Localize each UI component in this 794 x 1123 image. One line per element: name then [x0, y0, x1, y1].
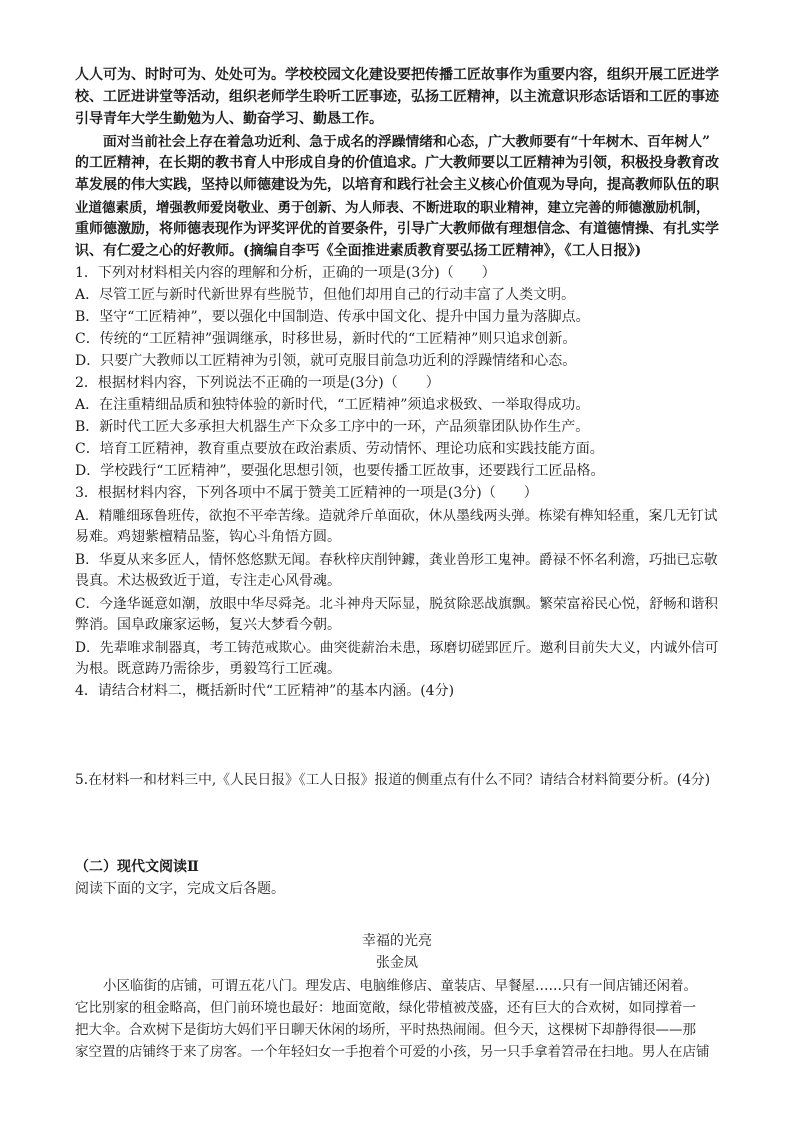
material-line: 革发展的伟大实践，坚持以师德建设为先，以培育和践行社会主义核心价值观为导向，提高教师队伍的职 — [75, 177, 719, 193]
material-line: 引导青年大学生勤勉为人、勤奋学习、勤恳工作。 — [75, 111, 383, 127]
material-line: 人人可为、时时可为、处处可为。学校校园文化建设要把传播工匠故事作为重要内容，组织开展工匠进学 — [75, 67, 719, 83]
question-1: 1．下列对材料相关内容的理解和分析，正确的一项是(3分)（ ） — [75, 265, 496, 281]
question-4: 4．请结合材料二，概括新时代“工匠精神”的基本内涵。(4分) — [75, 683, 455, 699]
material-line: 业道德素质，增强教师爱岗敬业、勇于创新、为人师表、不断进取的职业精神，建立完善的师德激励机制， — [75, 200, 710, 216]
story-author: 张金凤 — [376, 955, 418, 971]
option-1a: A．尽管工匠与新时代新世界有些脱节，但他们却用自己的行动丰富了人类文明。 — [75, 287, 576, 303]
option-1b: B．坚守“工匠精神”，要以强化中国制造、传承中国文化、提升中国力量为落脚点。 — [75, 309, 590, 325]
question-5: 5.在材料一和材料三中,《人民日报》《工人日报》报道的侧重点有什么不同？请结合材料简要分析。(4分) — [75, 772, 711, 788]
option-1d: D．只要广大教师以工匠精神为引领，就可克服目前急功近利的浮躁情绪和心态。 — [75, 353, 577, 369]
question-2: 2．根据材料内容，下列说法不正确的一项是(3分)（ ） — [75, 375, 440, 391]
section-heading: （二）现代文阅读Ⅱ — [75, 859, 199, 875]
story-line: 小区临街的店铺，可谓五花八门。理发店、电脑维修店、童装店、早餐屋……只有一间店铺还闲着。 — [103, 978, 697, 994]
material-line: 的工匠精神，在长期的教书育人中形成自身的价值追求。广大教师要以工匠精神为引领，积极投身教育改 — [75, 155, 719, 171]
option-3d-cont: 为根。既意踌乃需徐步，勇毅笃行工匠魂。 — [75, 661, 341, 677]
option-1c: C．传统的“工匠精神”强调继承，时移世易，新时代的“工匠精神”则只追求创新。 — [75, 331, 577, 347]
material-line: 面对当前社会上存在着急功近利、急于成名的浮躁情绪和心态，广大教师要有“十年树木、百年树人” — [103, 134, 711, 150]
option-2d: D．学校践行“工匠精神”，要强化思想引领，也要传播工匠故事，还要践行工匠品格。 — [75, 463, 605, 479]
material-line: 重师德激励，将师德表现作为评奖评优的首要条件，引导广大教师做有理想信念、有道德情操、有扎实学 — [75, 221, 719, 237]
section-instruction: 阅读下面的文字，完成文后各题。 — [75, 881, 285, 897]
story-line: 它比别家的租金略高，但门前环境也最好：地面宽敞，绿化带植被茂盛，还有巨大的合欢树，如同撑着一 — [75, 1000, 696, 1016]
story-title: 幸福的光亮 — [362, 933, 432, 949]
option-3c: C．今逢华诞意如潮，放眼中华尽舜尧。北斗神舟天际显，脱贫除恶战旗飘。繁荣富裕民心悦，舒畅和谐积 — [75, 596, 719, 612]
option-3c-cont: 弊消。国阜政廉家运畅，复兴大梦看今朝。 — [75, 617, 341, 633]
option-2c: C．培育工匠精神，教育重点要放在政治素质、劳动情怀、理论功底和实践技能方面。 — [75, 441, 604, 457]
option-3a-cont: 易难。鸡翅紫檀精品鉴，钩心斗角悟方圆。 — [75, 529, 341, 545]
option-2a: A．在注重精细品质和独特体验的新时代，“工匠精神”须追求极致、一举取得成功。 — [75, 397, 590, 413]
option-3d: D．先辈唯求制器真，考工铸范戒欺心。曲突徙薪治未患，琢磨切磋郢匠斤。邀利目前失大义，内诚外信可 — [75, 640, 719, 656]
material-line: 校、工匠进讲堂等活动，组织老师学生聆听工匠事迹，弘扬工匠精神，以主流意识形态话语和工匠的事迹 — [75, 89, 719, 105]
story-line: 把大伞。合欢树下是街坊大妈们平日聊天休闲的场所，平时热热闹闹。但今天，这棵树下却静得很——那 — [75, 1022, 696, 1038]
option-3b-cont: 畏真。术达极致近于道，专注走心风骨魂。 — [75, 573, 341, 589]
story-line: 家空置的店铺终于来了房客。一个年轻妇女一手抱着个可爱的小孩，另一只手拿着笤帚在扫地。男人在店铺 — [75, 1044, 710, 1060]
option-3b: B．华夏从来多匠人，情怀悠悠默无闻。春秋梓庆削钟鐻，龚业兽形工鬼神。爵禄不怀名利澹，巧拙已忘敬 — [75, 552, 718, 568]
option-3a: A．精雕细琢鲁班传，欲抱不平牵苦缘。造就斧斤单面砍，休从墨线两头弹。栋梁有榫知轻重，案几无钉试 — [75, 508, 718, 524]
material-line: 识、有仁爱之心的好教师。(摘编自李丐《全面推进素质教育要弘扬工匠精神》，《工人日报》) — [75, 243, 642, 259]
question-3: 3．根据材料内容，下列各项中不属于赞美工匠精神的一项是(3分)（ ） — [75, 485, 538, 501]
option-2b: B．新时代工匠大多承担大机器生产下众多工序中的一环，产品须靠团队协作生产。 — [75, 419, 590, 435]
